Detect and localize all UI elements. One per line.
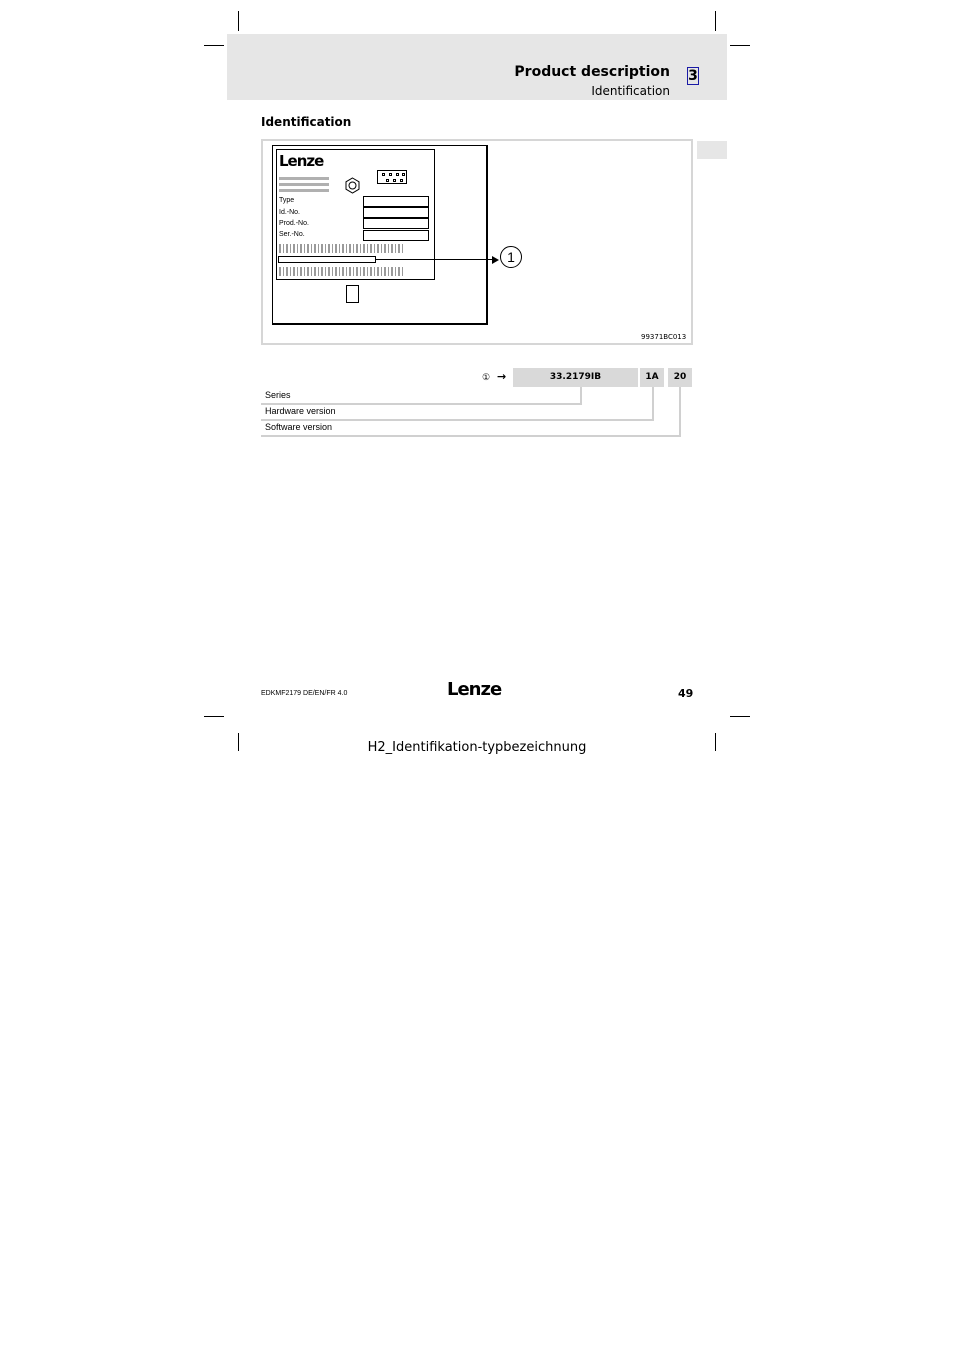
nameplate-field-box (363, 230, 429, 241)
figure-code: 99371BC013 (641, 333, 687, 341)
header-subtitle: Identification (591, 84, 670, 98)
barcode (279, 244, 403, 253)
side-tab (697, 141, 727, 159)
row-label-hardware: Hardware version (265, 406, 336, 416)
crop-mark (715, 11, 716, 31)
barcode (279, 267, 403, 276)
crop-mark (204, 45, 224, 46)
nameplate-text-line (279, 177, 329, 180)
nameplate-field-label: Type (279, 197, 295, 204)
connector-icon (377, 170, 407, 184)
type-code-field (278, 256, 376, 263)
arrow-head-icon (492, 256, 499, 264)
key-line (261, 419, 654, 421)
type-key-marker: ① (482, 372, 491, 382)
nameplate-field-box (363, 218, 429, 229)
nameplate-text-line (279, 189, 329, 192)
nameplate-field-label: Ser.-No. (279, 231, 305, 238)
nameplate-text-line (279, 183, 329, 186)
type-key-series: 33.2179IB (513, 368, 638, 387)
crop-mark (204, 716, 224, 717)
header-title: Product description (514, 64, 670, 80)
key-line (652, 387, 654, 421)
type-key-software: 20 (668, 368, 692, 387)
crop-mark (730, 45, 750, 46)
key-line (679, 387, 681, 437)
image-caption: H2_Identifikation-typbezeichnung (367, 740, 587, 755)
section-heading: Identification (261, 115, 352, 129)
footer-doc-id: EDKMF2179 DE/EN/FR 4.0 (261, 690, 348, 697)
nameplate-field-label: Prod.-No. (279, 220, 309, 227)
key-line (261, 403, 582, 405)
footer-logo: Lenze (447, 679, 502, 700)
crop-mark (238, 11, 239, 31)
page-number: 49 (678, 687, 694, 700)
nameplate-logo: Lenze (279, 152, 324, 170)
row-label-software: Software version (265, 422, 333, 432)
chapter-number[interactable]: 3 (688, 68, 698, 84)
key-line (261, 435, 681, 437)
callout-arrow-line (376, 259, 492, 260)
arrow-right-icon: → (497, 370, 507, 383)
nameplate-field-label: Id.-No. (279, 209, 301, 216)
row-label-series: Series (265, 390, 291, 400)
nameplate-field-box (363, 196, 429, 207)
type-key-hardware: 1A (640, 368, 664, 387)
crop-mark (730, 716, 750, 717)
hexagon-icon (344, 177, 361, 194)
key-line (580, 387, 582, 405)
nameplate-field-box (363, 207, 429, 218)
small-label-box (346, 285, 359, 303)
callout-marker: 1 (500, 246, 522, 268)
